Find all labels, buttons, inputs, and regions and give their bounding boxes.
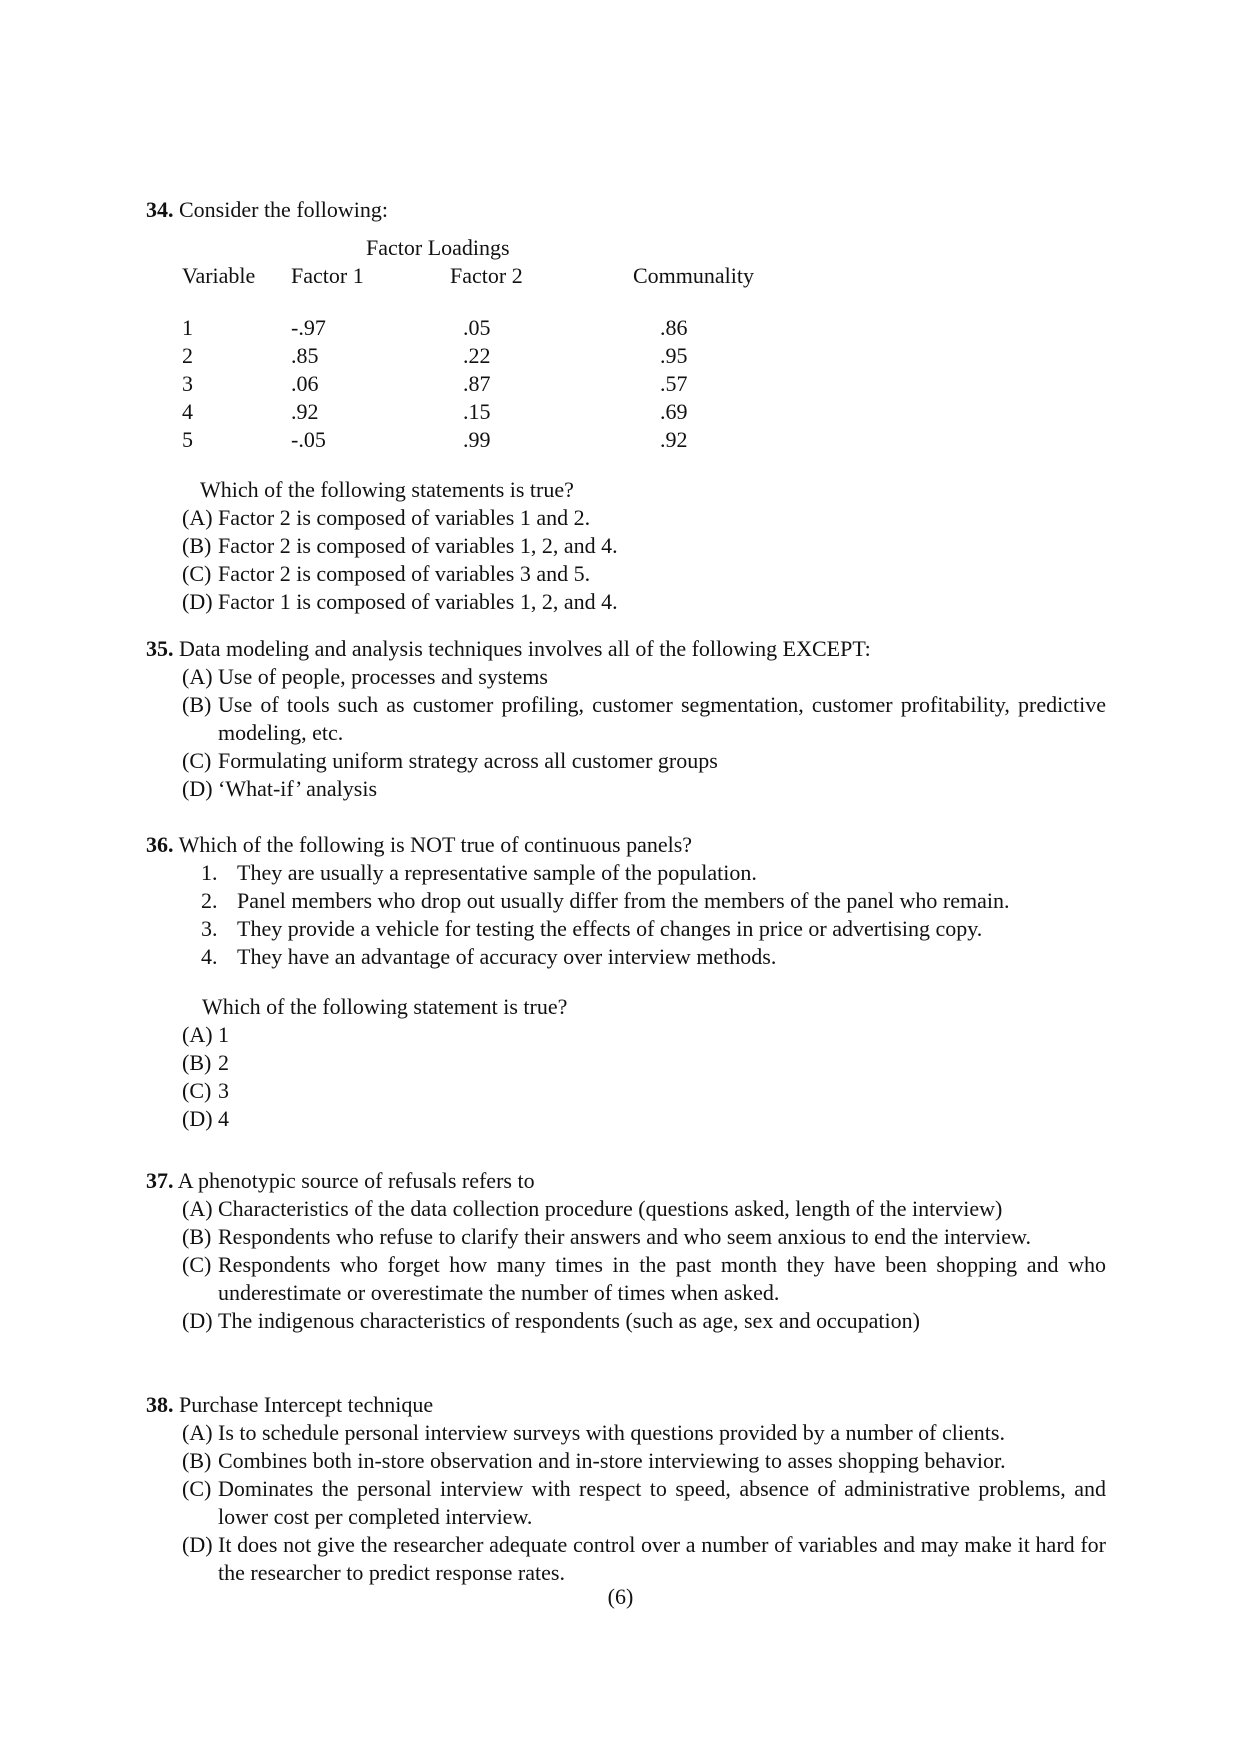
statement-4 (146, 943, 1106, 971)
option-text: Formulating uniform strategy across all customer groups (218, 748, 718, 773)
question-text: Data modeling and analysis techniques involves all of the following EXCEPT: (179, 636, 871, 661)
option-b[interactable] (146, 1049, 1106, 1077)
option-label: (D) (182, 776, 213, 801)
question-number: 34. (146, 197, 174, 222)
question-38-stem (146, 1391, 1106, 1419)
option-label: (A) (182, 664, 213, 689)
statement-label: 3. (201, 916, 218, 941)
question-text: Purchase Intercept technique (179, 1392, 434, 1417)
question-34-options (146, 504, 1106, 616)
table-header-factor-1: Factor 1 (291, 263, 364, 288)
option-c[interactable] (146, 560, 1106, 588)
table-cell: .69 (660, 399, 688, 424)
option-text: Factor 1 is composed of variables 1, 2, and 4. (218, 589, 618, 614)
option-c[interactable] (146, 1251, 1106, 1307)
option-c[interactable] (146, 1475, 1106, 1531)
option-label: (C) (182, 1252, 212, 1277)
statement-1 (146, 859, 1106, 887)
question-35 (146, 635, 1106, 803)
statement-label: 1. (201, 860, 218, 885)
question-number: 36. (146, 832, 174, 857)
option-text: 1 (218, 1022, 229, 1047)
table-header-communality: Communality (633, 263, 754, 288)
factor-loadings-table (146, 230, 1106, 466)
option-label: (A) (182, 1196, 213, 1221)
table-cell: .85 (291, 343, 319, 368)
question-38-options (146, 1419, 1106, 1587)
table-cell: .15 (463, 399, 491, 424)
option-d[interactable] (146, 1531, 1106, 1587)
question-number: 35. (146, 636, 174, 661)
option-label: (B) (182, 1224, 212, 1249)
option-label: (C) (182, 561, 212, 586)
option-a[interactable] (146, 1021, 1106, 1049)
option-label: (D) (182, 589, 213, 614)
option-a[interactable] (146, 504, 1106, 532)
table-cell: 3 (182, 371, 193, 396)
option-text: ‘What-if’ analysis (218, 776, 378, 801)
question-35-stem (146, 635, 1106, 663)
table-cell: .22 (463, 343, 491, 368)
table-cell: .99 (463, 427, 491, 452)
statement-label: 2. (201, 888, 218, 913)
option-d[interactable] (146, 1307, 1106, 1335)
question-number: 38. (146, 1392, 174, 1417)
option-text: Use of people, processes and systems (218, 664, 548, 689)
table-cell: 5 (182, 427, 193, 452)
table-cell: -.97 (291, 315, 326, 340)
table-header-variable: Variable (182, 263, 256, 288)
option-a[interactable] (146, 663, 1106, 691)
table-cell: .05 (463, 315, 491, 340)
question-38 (146, 1391, 1106, 1587)
option-text: Characteristics of the data collection procedure (questions asked, length of the interview) (218, 1196, 1003, 1221)
option-label: (B) (182, 1448, 212, 1473)
question-36 (146, 831, 1106, 1133)
option-b[interactable] (146, 532, 1106, 560)
question-36-prompt: Which of the following statement is true? (202, 994, 568, 1019)
statement-text: They are usually a representative sample of the population. (237, 860, 757, 885)
table-cell: .86 (660, 315, 688, 340)
option-text: Factor 2 is composed of variables 3 and 5. (218, 561, 591, 586)
table-cell: .87 (463, 371, 491, 396)
option-text: It does not give the researcher adequate control over a number of variables and may make it hard for the researcher to predict response rates. (218, 1532, 1106, 1585)
option-text: Respondents who refuse to clarify their answers and who seem anxious to end the interview. (218, 1224, 1031, 1249)
question-35-options (146, 663, 1106, 803)
question-34-stem (146, 196, 1106, 224)
option-label: (A) (182, 505, 213, 530)
option-text: Is to schedule personal interview surveys with questions provided by a number of clients. (218, 1420, 1005, 1445)
question-34 (146, 196, 1106, 616)
question-36-options (146, 1021, 1106, 1133)
table-cell: 4 (182, 399, 193, 424)
table-cell: 2 (182, 343, 193, 368)
option-label: (C) (182, 1476, 212, 1501)
option-b[interactable] (146, 691, 1106, 747)
statement-text: They have an advantage of accuracy over interview methods. (237, 944, 777, 969)
option-label: (D) (182, 1308, 213, 1333)
option-a[interactable] (146, 1419, 1106, 1447)
option-text: Factor 2 is composed of variables 1, 2, and 4. (218, 533, 618, 558)
option-d[interactable] (146, 775, 1106, 803)
option-c[interactable] (146, 747, 1106, 775)
table-header-factor-2: Factor 2 (450, 263, 523, 288)
question-37 (146, 1167, 1106, 1335)
option-label: (B) (182, 692, 212, 717)
option-a[interactable] (146, 1195, 1106, 1223)
table-cell: -.05 (291, 427, 326, 452)
question-text: Consider the following: (179, 197, 388, 222)
option-text: Dominates the personal interview with respect to speed, absence of administrative problems, and lower cost per completed interview. (218, 1476, 1106, 1529)
option-label: (C) (182, 748, 212, 773)
option-label: (A) (182, 1420, 213, 1445)
option-text: Respondents who forget how many times in the past month they have been shopping and who underestimate or overestimate the number of times when asked. (218, 1252, 1106, 1305)
option-label: (D) (182, 1532, 213, 1557)
option-text: 4 (218, 1106, 229, 1131)
question-36-statements (146, 859, 1106, 971)
option-label: (D) (182, 1106, 213, 1131)
question-34-prompt: Which of the following statements is true? (200, 477, 574, 502)
option-label: (B) (182, 1050, 212, 1075)
table-group-header: Factor Loadings (366, 235, 510, 260)
statement-text: They provide a vehicle for testing the effects of changes in price or advertising copy. (237, 916, 983, 941)
option-label: (B) (182, 533, 212, 558)
option-text: 2 (218, 1050, 229, 1075)
table-cell: .92 (291, 399, 319, 424)
option-b[interactable] (146, 1223, 1106, 1251)
option-label: (A) (182, 1022, 213, 1047)
option-label: (C) (182, 1078, 212, 1103)
option-text: Combines both in-store observation and in-store interviewing to asses shopping behavior. (218, 1448, 1006, 1473)
option-text: The indigenous characteristics of respondents (such as age, sex and occupation) (218, 1308, 920, 1333)
statement-label: 4. (201, 944, 218, 969)
question-37-options (146, 1195, 1106, 1335)
statement-3 (146, 915, 1106, 943)
table-cell: .06 (291, 371, 319, 396)
question-37-stem (146, 1167, 1106, 1195)
table-cell: .57 (660, 371, 688, 396)
page-number: (6) (607, 1584, 634, 1609)
option-d[interactable] (146, 588, 1106, 616)
statement-2 (146, 887, 1106, 915)
question-text: Which of the following is NOT true of continuous panels? (178, 832, 693, 857)
table-cell: 1 (182, 315, 193, 340)
option-d[interactable] (146, 1105, 1106, 1133)
option-text: 3 (218, 1078, 229, 1103)
table-cell: .92 (660, 427, 688, 452)
question-36-stem (146, 831, 1106, 859)
question-number: 37. (146, 1168, 174, 1193)
option-c[interactable] (146, 1077, 1106, 1105)
statement-text: Panel members who drop out usually differ from the members of the panel who remain. (237, 888, 1010, 913)
question-text: A phenotypic source of refusals refers to (177, 1168, 535, 1193)
option-text: Use of tools such as customer profiling, customer segmentation, customer profitability, predictive modeling, etc. (218, 692, 1106, 745)
option-text: Factor 2 is composed of variables 1 and 2. (218, 505, 591, 530)
table-cell: .95 (660, 343, 688, 368)
option-b[interactable] (146, 1447, 1106, 1475)
